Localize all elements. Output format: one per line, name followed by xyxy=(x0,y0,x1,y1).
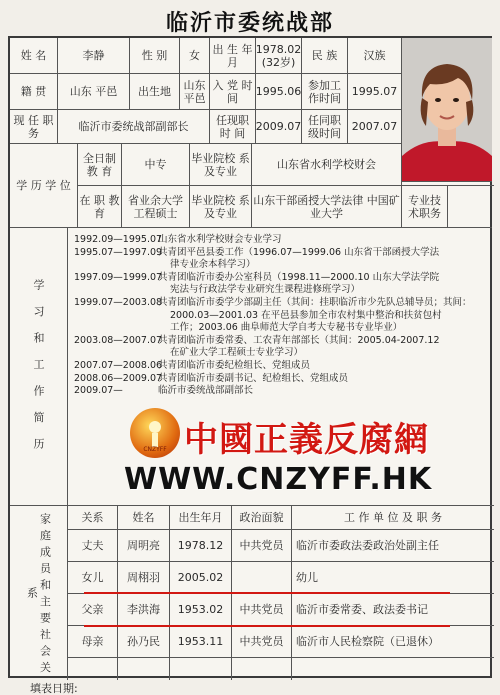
post-value: 临沂市委统战部副部长 xyxy=(58,110,210,144)
resume-text: 工作；2003.06 曲阜师范大学自考大专秘书专业毕业） xyxy=(170,322,403,334)
post-time-value: 2009.07 xyxy=(256,110,302,144)
resume-line xyxy=(74,373,348,384)
post-label: 现 任 职 务 xyxy=(10,110,58,144)
family-empty-cell xyxy=(170,658,232,680)
resume-date: 2003.08—2007.07 xyxy=(74,334,163,346)
fulltime-degree: 中专 xyxy=(122,144,190,186)
rank-time-label: 任同职 级时间 xyxy=(302,110,348,144)
work-label: 参加工 作时间 xyxy=(302,74,348,110)
parttime-degree: 省业余大学 工程硕士 xyxy=(122,186,190,228)
family-cell: 1953.02 xyxy=(170,594,232,626)
family-cell: 临沂市人民检察院（已退休） xyxy=(292,626,494,658)
family-cell: 1953.11 xyxy=(170,626,232,658)
resume-label-cell xyxy=(10,228,68,506)
resume-text: 2000.03—2001.03 在平邑县参加全市农村集中整治和扶贫包村 xyxy=(170,309,442,321)
tech-label: 专业技 术职务 xyxy=(402,186,448,228)
family-header: 政治面貌 xyxy=(232,506,292,530)
resume-line xyxy=(74,234,282,245)
family-cell: 孙乃民 xyxy=(118,626,170,658)
ethnicity-value: 汉族 xyxy=(348,38,402,74)
resume-date: 1992.09—1995.07 xyxy=(74,234,163,245)
resume-text: 共青团临沂市委常委、工农青年部部长（其间：2005.04-2007.12 xyxy=(158,334,440,346)
resume-line xyxy=(74,347,303,358)
native-label: 籍 贯 xyxy=(10,74,58,110)
ethnicity-label: 民 族 xyxy=(302,38,348,74)
family-empty-cell xyxy=(232,658,292,680)
resume-text: 临沂市委统战部副部长 xyxy=(158,385,254,397)
birth-label: 出 生 年 月 xyxy=(210,38,256,74)
family-cell: 父亲 xyxy=(68,594,118,626)
resume-text: 宪法与行政法学专业研究生课程进修班学习） xyxy=(170,284,361,296)
fulltime-school: 山东省水利学校财会 xyxy=(252,144,402,186)
watermark-logo xyxy=(130,408,180,458)
education-label: 学 历 学 位 xyxy=(10,144,78,228)
family-label: 家 庭 成 员 和 主 要 社 会 关 系 xyxy=(25,512,52,674)
watermark-title: 中國正義反腐網 xyxy=(184,420,429,460)
parttime-school-label: 毕业院校 系及专业 xyxy=(190,186,252,228)
resume-line xyxy=(74,247,439,258)
family-cell: 李洪海 xyxy=(118,594,170,626)
portrait-photo xyxy=(402,38,492,182)
family-cell: 临沂市委政法委政治处副主任 xyxy=(292,530,494,562)
resume-date: 1999.07—2003.08 xyxy=(74,297,163,308)
resume-line xyxy=(74,335,440,346)
resume-date: 2008.06—2009.07 xyxy=(74,372,163,384)
fulltime-label: 全日制 教 育 xyxy=(78,144,122,186)
birthplace-value: 山东 平邑 xyxy=(180,74,210,110)
resume-line xyxy=(74,310,442,321)
family-cell: 幼儿 xyxy=(292,562,494,594)
family-cell xyxy=(232,562,292,594)
watermark-url: WWW.CNZYFF.HK xyxy=(124,462,433,497)
resume-line xyxy=(74,360,310,371)
resume-text: 共青团临沂市委学少部副主任（其间：挂职临沂市少先队总辅导员；其间： xyxy=(158,297,472,308)
family-header: 工 作 单 位 及 职 务 xyxy=(292,506,494,530)
party-value: 1995.06 xyxy=(256,74,302,110)
family-cell: 2005.02 xyxy=(170,562,232,594)
fill-date-label: 填表日期: xyxy=(30,682,78,695)
resume-line xyxy=(74,322,402,333)
gender-value: 女 xyxy=(180,38,210,74)
resume-text: 共青团临沂市委纪检组长、党组成员 xyxy=(158,360,311,371)
resume-line xyxy=(74,272,439,283)
resume-date: 1997.09—1999.07 xyxy=(74,271,163,283)
parttime-school: 山东干部函授大学法律 中国矿业大学 xyxy=(252,186,402,228)
birthplace-label: 出生地 xyxy=(130,74,180,110)
resume-text: 山东省水利学校财会专业学习 xyxy=(158,234,282,245)
watermark-logo-text: CNZYFF xyxy=(143,446,167,453)
resume-text: 在矿业大学工程硕士专业学习） xyxy=(170,347,304,359)
page-title: 临沂市委统战部 xyxy=(165,11,334,36)
family-cell: 丈夫 xyxy=(68,530,118,562)
family-header: 出生年月 xyxy=(170,506,232,530)
family-header: 姓名 xyxy=(118,506,170,530)
family-label-cell xyxy=(10,506,68,680)
resume-line xyxy=(74,297,472,308)
native-value: 山东 平邑 xyxy=(58,74,130,110)
resume-label: 学 习 和 工 作 简 历 xyxy=(32,278,45,455)
work-value: 1995.07 xyxy=(348,74,402,110)
birth-value: 1978.02 (32岁) xyxy=(256,38,302,74)
resume-text: 共青团临沂市委副书记、纪检组长、党组成员 xyxy=(158,372,349,384)
registration-form xyxy=(8,36,492,678)
name-label: 姓 名 xyxy=(10,38,58,74)
family-cell: 中共党员 xyxy=(232,626,292,658)
resume-text: 共青团临沂市委办公室科员（1998.11—2000.10 山东大学法学院 xyxy=(158,271,440,283)
family-empty-cell xyxy=(292,658,494,680)
family-empty-cell xyxy=(118,658,170,680)
resume-date: 2007.07—2008.06 xyxy=(74,360,163,371)
family-cell: 临沂市委常委、政法委书记 xyxy=(292,594,494,626)
family-cell: 中共党员 xyxy=(232,594,292,626)
fulltime-school-label: 毕业院校 系及专业 xyxy=(190,144,252,186)
resume-date: 1995.07—1997.09 xyxy=(74,246,163,258)
resume-line xyxy=(74,259,256,270)
family-cell: 周明亮 xyxy=(118,530,170,562)
family-cell: 周栩羽 xyxy=(118,562,170,594)
resume-text: 律专业余本科学习） xyxy=(170,259,256,271)
family-cell: 中共党员 xyxy=(232,530,292,562)
highlight-underline xyxy=(84,625,450,627)
family-cell: 1978.12 xyxy=(170,530,232,562)
post-time-label: 任现职 时 间 xyxy=(210,110,256,144)
name-value: 李静 xyxy=(58,38,130,74)
parttime-label: 在 职 教 育 xyxy=(78,186,122,228)
family-cell: 女儿 xyxy=(68,562,118,594)
resume-text: 共青团平邑县委工作（1996.07—1999.06 山东省干部函授大学法 xyxy=(158,246,440,258)
gender-label: 性 别 xyxy=(130,38,180,74)
family-cell: 母亲 xyxy=(68,626,118,658)
resume-line xyxy=(74,284,360,295)
rank-time-value: 2007.07 xyxy=(348,110,402,144)
resume-line xyxy=(74,385,253,396)
highlight-underline xyxy=(84,592,450,594)
party-label: 入 党 时 间 xyxy=(210,74,256,110)
watermark xyxy=(120,408,440,498)
resume-date: 2009.07— xyxy=(74,385,123,397)
tech-value xyxy=(448,186,492,228)
family-header: 关系 xyxy=(68,506,118,530)
family-empty-cell xyxy=(68,658,118,680)
